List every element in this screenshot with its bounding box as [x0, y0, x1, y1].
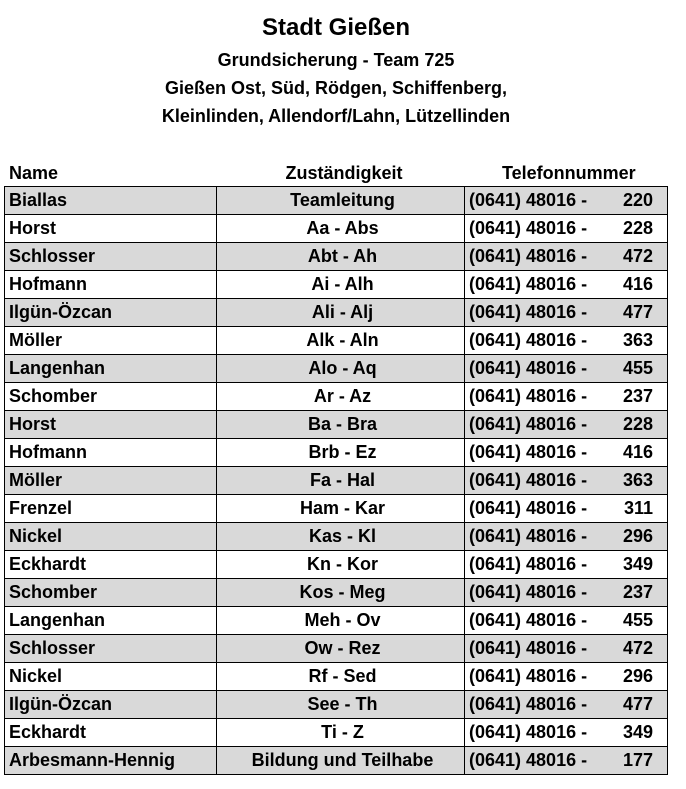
table-row	[5, 215, 668, 243]
cell-telefon	[465, 383, 668, 411]
cell-name: Langenhan	[5, 607, 217, 635]
table-row	[5, 495, 668, 523]
table-row	[5, 551, 668, 579]
cell-name: Horst	[5, 215, 217, 243]
cell-zustaendigkeit: Ham - Kar	[217, 495, 465, 523]
cell-zustaendigkeit: Rf - Sed	[217, 663, 465, 691]
table-row	[5, 271, 668, 299]
phone-extension: 477	[622, 302, 653, 322]
phone-prefix: (0641) 48016 -	[469, 302, 588, 322]
cell-telefon	[465, 579, 668, 607]
phone-extension: 220	[622, 190, 653, 210]
cell-zustaendigkeit: Brb - Ez	[217, 439, 465, 467]
cell-name: Frenzel	[5, 495, 217, 523]
table-row	[5, 607, 668, 635]
cell-zustaendigkeit: Abt - Ah	[217, 243, 465, 271]
table-row	[5, 383, 668, 411]
cell-zustaendigkeit: Bildung und Teilhabe	[217, 747, 465, 775]
table-row	[5, 663, 668, 691]
cell-zustaendigkeit: Ar - Az	[217, 383, 465, 411]
districts-line-2: Kleinlinden, Allendorf/Lahn, Lützellinden	[161, 106, 511, 126]
table-row	[5, 299, 668, 327]
cell-telefon	[465, 271, 668, 299]
phone-extension: 311	[623, 498, 653, 518]
cell-zustaendigkeit: Ba - Bra	[217, 411, 465, 439]
table-row	[5, 747, 668, 775]
cell-zustaendigkeit: Meh - Ov	[217, 607, 465, 635]
table-row	[5, 439, 668, 467]
cell-telefon	[465, 523, 668, 551]
cell-zustaendigkeit: Kos - Meg	[217, 579, 465, 607]
document-header	[0, 10, 672, 130]
phone-extension: 455	[622, 610, 653, 630]
cell-zustaendigkeit: Ow - Rez	[217, 635, 465, 663]
cell-zustaendigkeit: Kn - Kor	[217, 551, 465, 579]
cell-telefon	[465, 215, 668, 243]
cell-zustaendigkeit: Ti - Z	[217, 719, 465, 747]
table-row	[5, 411, 668, 439]
team-subtitle: Grundsicherung - Team 725	[217, 50, 455, 70]
cell-telefon	[465, 551, 668, 579]
cell-name: Ilgün-Özcan	[5, 691, 217, 719]
cell-name: Nickel	[5, 523, 217, 551]
table-row	[5, 523, 668, 551]
phone-extension: 416	[622, 442, 653, 462]
cell-zustaendigkeit: Kas - Kl	[217, 523, 465, 551]
table-row	[5, 719, 668, 747]
districts-line-1: Gießen Ost, Süd, Rödgen, Schiffenberg,	[164, 78, 508, 98]
cell-name: Hofmann	[5, 271, 217, 299]
phone-extension: 237	[622, 582, 653, 602]
cell-telefon	[465, 747, 668, 775]
phone-prefix: (0641) 48016 -	[469, 498, 588, 518]
column-header-zustaendigkeit: Zuständigkeit	[285, 163, 403, 183]
phone-extension: 296	[622, 666, 653, 686]
table-row	[5, 355, 668, 383]
phone-extension: 472	[622, 638, 653, 658]
cell-zustaendigkeit: Aa - Abs	[217, 215, 465, 243]
phone-prefix: (0641) 48016 -	[469, 554, 588, 574]
phone-prefix: (0641) 48016 -	[469, 386, 588, 406]
table-row	[5, 327, 668, 355]
cell-telefon	[465, 663, 668, 691]
cell-zustaendigkeit: Teamleitung	[217, 187, 465, 215]
cell-zustaendigkeit: Alo - Aq	[217, 355, 465, 383]
phone-extension: 363	[622, 330, 653, 350]
cell-telefon	[465, 327, 668, 355]
phone-prefix: (0641) 48016 -	[469, 666, 588, 686]
phone-prefix: (0641) 48016 -	[469, 358, 588, 378]
phone-extension: 237	[622, 386, 653, 406]
table-row	[5, 691, 668, 719]
cell-name: Horst	[5, 411, 217, 439]
phone-extension: 455	[622, 358, 653, 378]
cell-telefon	[465, 439, 668, 467]
phone-prefix: (0641) 48016 -	[469, 470, 588, 490]
phone-extension: 228	[622, 218, 653, 238]
page-title: Stadt Gießen	[261, 14, 411, 41]
phone-prefix: (0641) 48016 -	[469, 190, 588, 210]
cell-telefon	[465, 635, 668, 663]
table-row	[5, 243, 668, 271]
cell-name: Langenhan	[5, 355, 217, 383]
cell-telefon	[465, 495, 668, 523]
cell-telefon	[465, 607, 668, 635]
phone-extension: 477	[622, 694, 653, 714]
phone-extension: 177	[622, 750, 653, 770]
cell-name: Eckhardt	[5, 719, 217, 747]
column-header-telefon: Telefonnummer	[502, 163, 636, 183]
cell-name: Nickel	[5, 663, 217, 691]
cell-name: Hofmann	[5, 439, 217, 467]
table-row	[5, 467, 668, 495]
contact-table	[4, 186, 668, 775]
cell-telefon	[465, 187, 668, 215]
phone-extension: 472	[622, 246, 653, 266]
cell-name: Schomber	[5, 579, 217, 607]
table-row	[5, 187, 668, 215]
phone-prefix: (0641) 48016 -	[469, 330, 588, 350]
phone-extension: 349	[622, 554, 653, 574]
phone-extension: 349	[622, 722, 653, 742]
phone-extension: 228	[622, 414, 653, 434]
table-row	[5, 635, 668, 663]
phone-extension: 416	[622, 274, 653, 294]
cell-name: Möller	[5, 327, 217, 355]
cell-telefon	[465, 299, 668, 327]
phone-prefix: (0641) 48016 -	[469, 442, 588, 462]
cell-name: Eckhardt	[5, 551, 217, 579]
phone-prefix: (0641) 48016 -	[469, 722, 588, 742]
cell-name: Schlosser	[5, 635, 217, 663]
phone-prefix: (0641) 48016 -	[469, 610, 588, 630]
phone-prefix: (0641) 48016 -	[469, 274, 588, 294]
phone-prefix: (0641) 48016 -	[469, 414, 588, 434]
cell-zustaendigkeit: Ali - Alj	[217, 299, 465, 327]
cell-telefon	[465, 355, 668, 383]
cell-name: Ilgün-Özcan	[5, 299, 217, 327]
cell-telefon	[465, 243, 668, 271]
cell-telefon	[465, 691, 668, 719]
cell-zustaendigkeit: Ai - Alh	[217, 271, 465, 299]
phone-prefix: (0641) 48016 -	[469, 218, 588, 238]
table-header-row	[4, 159, 667, 187]
cell-zustaendigkeit: See - Th	[217, 691, 465, 719]
phone-prefix: (0641) 48016 -	[469, 694, 588, 714]
column-header-name: Name	[9, 163, 59, 183]
cell-telefon	[465, 467, 668, 495]
phone-prefix: (0641) 48016 -	[469, 638, 588, 658]
phone-extension: 296	[622, 526, 653, 546]
phone-prefix: (0641) 48016 -	[469, 526, 588, 546]
cell-name: Biallas	[5, 187, 217, 215]
cell-name: Möller	[5, 467, 217, 495]
cell-zustaendigkeit: Fa - Hal	[217, 467, 465, 495]
cell-name: Schomber	[5, 383, 217, 411]
phone-prefix: (0641) 48016 -	[469, 750, 588, 770]
phone-extension: 363	[622, 470, 653, 490]
cell-name: Schlosser	[5, 243, 217, 271]
table-row	[5, 579, 668, 607]
cell-telefon	[465, 411, 668, 439]
cell-zustaendigkeit: Alk - Aln	[217, 327, 465, 355]
cell-name: Arbesmann-Hennig	[5, 747, 217, 775]
phone-prefix: (0641) 48016 -	[469, 246, 588, 266]
cell-telefon	[465, 719, 668, 747]
phone-prefix: (0641) 48016 -	[469, 582, 588, 602]
